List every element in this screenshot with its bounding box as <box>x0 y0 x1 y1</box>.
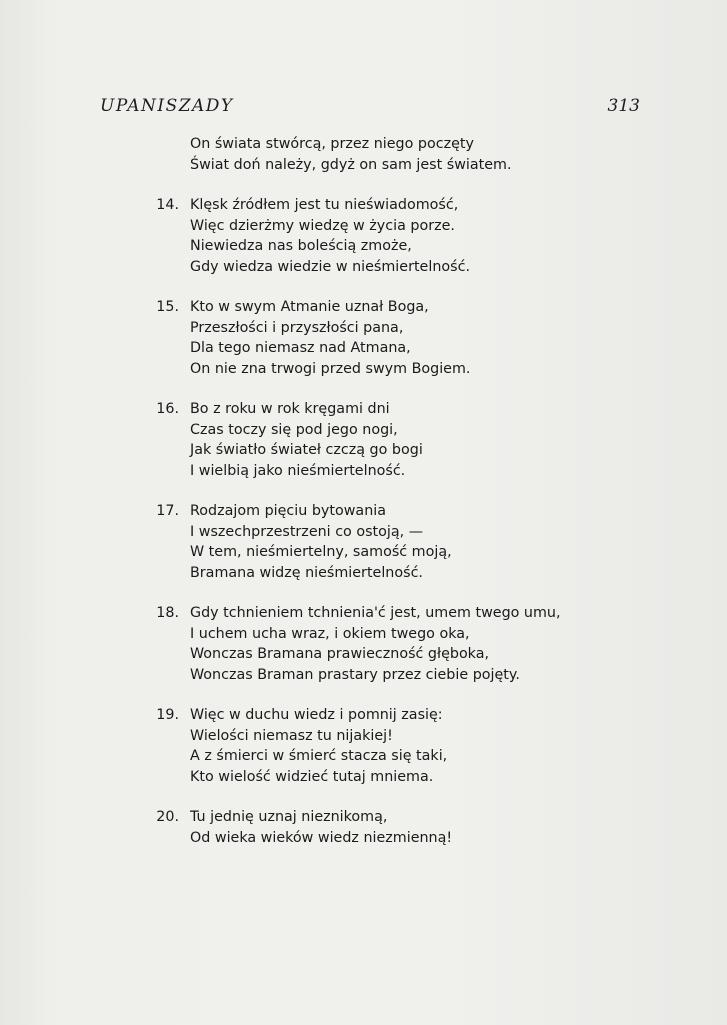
verse-line: Więc w duchu wiedz i pomnij zasię: <box>190 707 443 723</box>
verse-line: Gdy tchnieniem tchnienia'ć jest, umem twego umu, <box>190 605 561 621</box>
stanza <box>145 399 625 481</box>
stanza-number: 14. <box>156 197 179 213</box>
verse-line: Czas toczy się pod jego nogi, <box>190 421 398 438</box>
verse-line: I uchem ucha wraz, i okiem twego oka, <box>190 625 470 642</box>
verse-line: Wielości niemasz tu nijakiej! <box>190 727 393 744</box>
verse-line: Kto wielość widzieć tutaj mniema. <box>190 768 434 785</box>
verse-line: Dla tego niemasz nad Atmana, <box>190 340 411 356</box>
stanza-gap <box>145 379 625 399</box>
verse-line: Wonczas Bramana prawieczność głęboka, <box>190 646 490 662</box>
stanza-number: 18. <box>156 605 179 621</box>
verse-line: On świata stwórcą, przez niego poczęty <box>190 136 474 152</box>
stanza-lines <box>190 501 625 583</box>
stanza-number: 17. <box>156 503 179 519</box>
stanza-lines <box>190 297 625 379</box>
stanza-number: 19. <box>156 707 179 723</box>
stanza-gap <box>145 685 625 705</box>
verse-line: Kto w swym Atmanie uznał Boga, <box>190 299 429 315</box>
verse-line: Tu jednię uznaj nieznikomą, <box>190 809 388 825</box>
stanza-number: 15. <box>156 299 179 315</box>
verse-line: Bramana widzę nieśmiertelność. <box>190 564 423 581</box>
verse-line: Gdy wiedza wiedzie w nieśmiertelność. <box>190 258 470 275</box>
verse-line: W tem, nieśmiertelny, samość moją, <box>190 544 452 560</box>
verse-line: On nie zna trwogi przed swym Bogiem. <box>190 360 471 377</box>
stanza <box>145 134 625 175</box>
stanza-lines <box>190 399 625 481</box>
stanza <box>145 603 625 685</box>
stanza-gap <box>145 583 625 603</box>
stanza-number: 16. <box>156 401 179 417</box>
verse-line: Bo z roku w rok kręgami dni <box>190 401 390 417</box>
verse-line: Jak światło świateł czczą go bogi <box>190 442 423 458</box>
page-header <box>100 96 640 120</box>
stanza-gap <box>145 481 625 501</box>
stanza-lines <box>190 807 625 848</box>
stanza-gap <box>145 175 625 195</box>
poem-text <box>145 134 625 848</box>
verse-line: I wielbią jako nieśmiertelność. <box>190 462 406 479</box>
stanza-gap <box>145 787 625 807</box>
verse-line: Niewiedza nas boleścią zmoże, <box>190 238 412 254</box>
stanza-lines <box>190 134 625 175</box>
stanza-lines <box>190 603 625 685</box>
stanza-lines <box>190 195 625 277</box>
stanza <box>145 807 625 848</box>
stanza-gap <box>145 277 625 297</box>
stanza <box>145 501 625 583</box>
stanza <box>145 705 625 787</box>
verse-line: Wonczas Braman prastary przez ciebie pojęty. <box>190 666 520 683</box>
verse-line: Przeszłości i przyszłości pana, <box>190 319 404 336</box>
verse-line: Od wieka wieków wiedz niezmienną! <box>190 829 453 846</box>
stanza-lines <box>190 705 625 787</box>
verse-line: I wszechprzestrzeni co ostoją, — <box>190 523 424 540</box>
verse-line: Klęsk źródłem jest tu nieświadomość, <box>190 197 459 213</box>
verse-line: Rodzajom pięciu bytowania <box>190 503 386 519</box>
page-number: 313 <box>607 96 640 116</box>
stanza-number: 20. <box>156 809 179 825</box>
verse-line: A z śmierci w śmierć stacza się taki, <box>190 748 448 764</box>
stanza <box>145 297 625 379</box>
verse-line: Świat doń należy, gdyż on sam jest światem. <box>190 156 512 173</box>
verse-line: Więc dzierżmy wiedzę w życia porze. <box>190 217 455 234</box>
stanza <box>145 195 625 277</box>
running-title: UPANISZADY <box>100 96 234 116</box>
